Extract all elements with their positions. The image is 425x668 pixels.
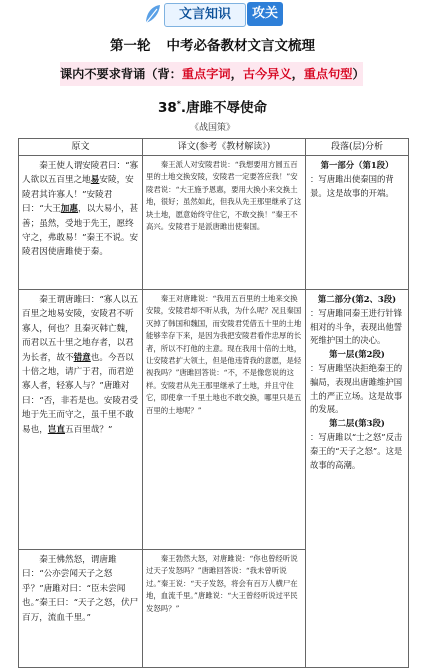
leaf-icon <box>144 3 162 25</box>
translation-cell <box>143 550 306 668</box>
text-segment: ：写唐雎坚决拒绝秦王的骗局，表现出唐雎维护国土的严正立场。这是故事的发展。 <box>310 362 403 415</box>
analysis-heading: 第一层(第2段) <box>329 349 385 360</box>
text-segment: ：写唐雎同秦王进行针锋相对的斗争，表现出他誓死维护国土的决心。 <box>310 307 403 346</box>
lesson-number: 38 <box>157 100 177 116</box>
requirement-highlight: 古今异义 <box>242 67 292 81</box>
round-subtitle: 中考必备教材文言文梳理 <box>166 38 315 54</box>
lesson-source: 《战国策》 <box>189 123 235 133</box>
column-header-original: 原文 <box>19 139 143 156</box>
text-segment: ：写唐雎以“士之怒”反击秦王的“天子之怒”。这是故事的高潮。 <box>310 431 403 470</box>
text-segment: ，以大易小，甚善；虽然，受地于先王，愿终守之，弗敢易！”秦王不说。安陵君因使唐雎使于秦。 <box>22 204 139 258</box>
round-title <box>0 34 425 54</box>
analysis-heading: 第二层(第3段) <box>329 418 385 429</box>
table-row <box>19 290 409 550</box>
key-word: 易 <box>90 175 100 186</box>
requirement-highlight: 重点字词 <box>181 67 231 81</box>
lesson-dot: . <box>180 100 187 116</box>
lesson-mark: * <box>176 99 181 109</box>
original-cell <box>19 156 143 290</box>
text-segment: 五百里哉？” <box>65 424 113 435</box>
table-header-row <box>19 139 409 156</box>
requirement-text: ） <box>352 67 365 81</box>
text-segment: 秦王对唐雎说：“我用五百里的土地来交换安陵，安陵君却不听从我，为什么呢？况且秦国灭掉了韩国和魏国，而安陵君凭借五十里的土地能够幸存下来，是因为我把安陵君看作忠厚的长者，所以不打他的主意。现在我用十倍的土地，让安陵君扩大领土，但是他违背我的意愿，是轻视我吗？”唐雎回答说：“不，不是像您说的这样。安陵君从先王那里继承了土地，并且守住它，即使拿一千里土地也不敢交换，哪里只是五百里的土地呢？” <box>146 294 302 415</box>
requirement-highlight: 重点句型 <box>303 67 353 81</box>
banner-tag: 攻关 <box>247 2 283 26</box>
text-segment: 秦王使人谓安陵君曰： <box>22 161 126 171</box>
original-cell <box>19 550 143 668</box>
key-word: 岂直 <box>47 424 65 435</box>
key-word: 加惠 <box>60 204 78 215</box>
text-segment: 秦王派人对安陵君说：“我想要用方圆五百里的土地交换安陵，安陵君一定要答应我！”安陵君说：“大王施予恩惠，要用大换小来交换土地，很好；虽然如此，但我从先王那里继承了这块土地，愿意始终守住它，不敢交换！”秦王不高兴。安陵君于是派唐雎出使秦国。 <box>146 160 302 232</box>
column-header-translation: 译文(参考《教材解读》) <box>143 139 306 156</box>
table-row <box>19 156 409 290</box>
text-segment: ：写唐雎出使秦国的背景。这是故事的开端。 <box>310 173 394 198</box>
analysis-cell <box>306 290 409 668</box>
text-segment: 秦王勃然大怒，对唐雎说：“你也曾经听说过天子发怒吗？”唐雎回答说：“我未曾听说过。”秦王说：“天子发怒，将会有百万人横尸在地，血流千里。”唐雎说：“大王曾经听说过平民发怒吗？” <box>146 554 298 613</box>
analysis-heading: 第二部分(第2、3段) <box>317 294 397 304</box>
text-segment: 安陵，安陵君其许寡人！”安陵君曰：“大王 <box>22 175 134 215</box>
translation-cell <box>143 290 306 550</box>
requirement-text: 课内不要求背诵（背： <box>60 67 182 81</box>
round-number: 第一轮 <box>110 38 151 54</box>
lesson-name: 唐雎不辱使命 <box>186 100 268 116</box>
lesson-title <box>0 96 425 116</box>
analysis-heading: 第一部分（第1段） <box>320 160 394 170</box>
banner-label: 文言知识 <box>164 3 246 27</box>
recitation-requirement <box>60 62 363 86</box>
key-word: 错意 <box>73 352 91 363</box>
text-segment: 也。今吾以十倍之地，请广于君，而君逆寡人者，轻寡人与？”唐雎对曰：“否，非若是也。安陵君受地于先王而守之，虽千里不敢易也， <box>22 352 139 435</box>
text-segment: 秦王谓唐雎曰：“寡人以五百里之地易安陵，安陵君不听寡人，何也？且秦灭韩亡魏，而君以五十里之地存者，以君为长者，故不 <box>22 295 139 363</box>
analysis-cell <box>306 156 409 290</box>
requirement-separator: ， <box>291 67 304 81</box>
requirement-separator: ， <box>230 67 243 81</box>
translation-cell <box>143 156 306 290</box>
section-banner <box>144 2 286 26</box>
column-header-analysis: 段落(层)分析 <box>306 139 409 156</box>
text-table <box>18 138 409 668</box>
original-cell <box>19 290 143 550</box>
text-segment: “寡人欲以五百里之地 <box>22 161 139 186</box>
text-segment: 秦王怫然怒，谓唐雎曰：“公亦尝闻天子之怒乎？”唐雎对曰：“臣未尝闻也。”秦王曰：“天子之怒，伏尸百万，流血千里。” <box>22 555 139 623</box>
